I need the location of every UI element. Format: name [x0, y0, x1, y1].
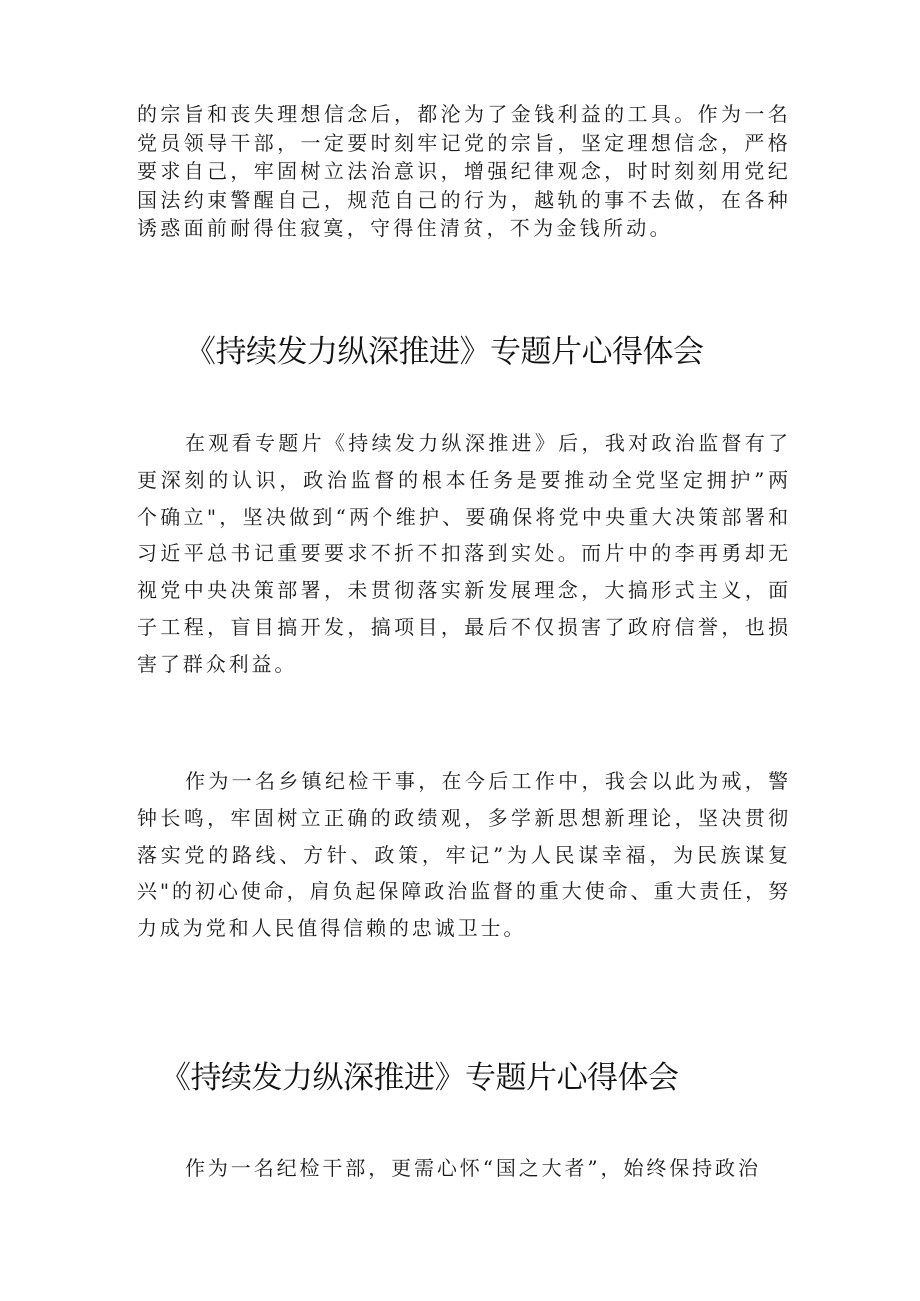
section-2-paragraph-1: 作为一名纪检干部，更需心怀“国之大者”，始终保持政治	[185, 1156, 761, 1180]
section-title-2: 《持续发力纵深推进》专题片心得体会	[160, 1060, 679, 1096]
section-1-paragraph-1: 在观看专题片《持续发力纵深推进》后，我对政治监督有了更深刻的认识，政治监督的根本任务是要推动全党坚定拥护”两个确立"，坚决做到“两个维护、要确保将党中央重大决策部署和习近平总书记重要要求不折不扣落到实处。而片中的李再勇却无视党中央决策部署，未贯彻落实新发展理念，大搞形式主义，面子工程，盲目搞开发，搞项目，最后不仅损害了政府信誉，也损害了群众利益。	[137, 431, 791, 676]
section-title-1: 《持续发力纵深推进》专题片心得体会	[185, 334, 704, 370]
intro-paragraph: 的宗旨和丧失理想信念后，都沦为了金钱利益的工具。作为一名党员领导干部，一定要时刻牢记党的宗旨，坚定理想信念，严格要求自己，牢固树立法治意识，增强纪律观念，时时刻刻用党纪国法约束警醒自己，规范自己的行为，越轨的事不去做，在各种诱惑面前耐得住寂寞，守得住清贫，不为金钱所动。	[137, 102, 791, 240]
section-1-paragraph-2: 作为一名乡镇纪检干事，在今后工作中，我会以此为戒，警钟长鸣，牢固树立正确的政绩观，多学新思想新理论，坚决贯彻落实党的路线、方针、政策，牢记”为人民谋幸福，为民族谋复兴"的初心使命，肩负起保障政治监督的重大使命、重大责任，努力成为党和人民值得信赖的忠诚卫士。	[137, 769, 791, 941]
